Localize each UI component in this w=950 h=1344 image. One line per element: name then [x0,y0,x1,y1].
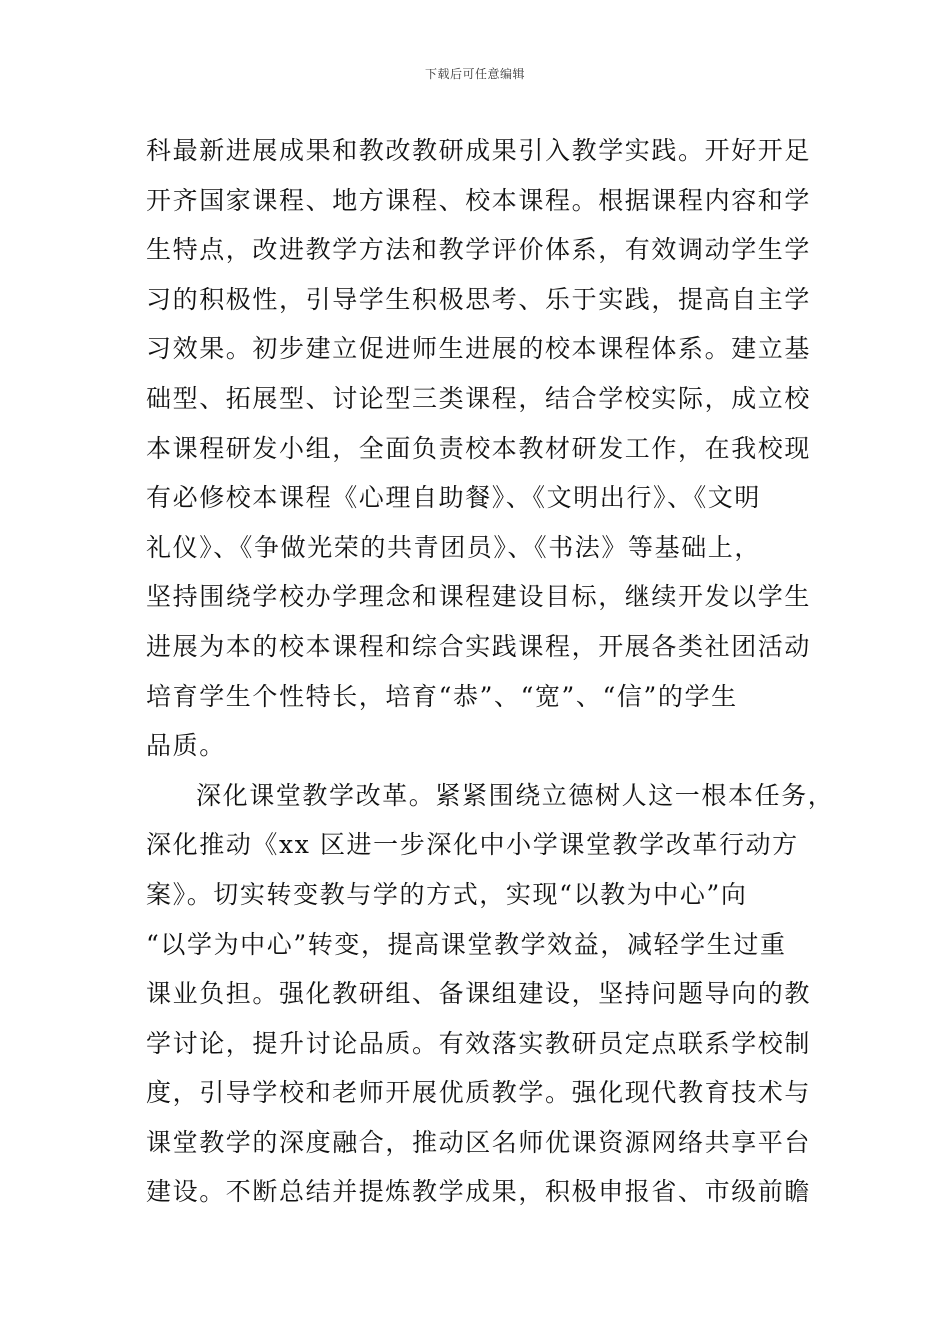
text-line: 度，引导学校和老师开展优质教学。强化现代教育技术与 [146,1078,812,1108]
text-line: 深化推动《xx 区进一步深化中小学课堂教学改革行动方 [146,830,799,860]
text-line: 开齐国家课程、地方课程、校本课程。根据课程内容和学 [146,185,812,215]
text-line: 礼仪》、《争做光荣的共青团员》、《书法》等基础上， [146,532,762,562]
body-text [146,126,835,1217]
text-line: 学讨论，提升讨论品质。有效落实教研员定点联系学校制 [146,1028,812,1058]
page-header: 下载后可任意编辑 [424,67,525,81]
text-line: 习效果。初步建立促进师生进展的校本课程体系。建立基 [146,334,812,364]
text-line: 进展为本的校本课程和综合实践课程，开展各类社团活动 [146,631,812,661]
paragraph-start-line: 深化课堂教学改革。紧紧围绕立德树人这一根本任务， [196,780,835,810]
text-line: 本课程研发小组，全面负责校本教材研发工作，在我校现 [146,433,812,463]
text-line: 础型、拓展型、讨论型三类课程，结合学校实际，成立校 [146,383,812,413]
text-line: 课堂教学的深度融合，推动区名师优课资源网络共享平台 [146,1127,812,1157]
text-line: 建设。不断总结并提炼教学成果，积极申报省、市级前瞻 [146,1177,812,1207]
text-line: 科最新进展成果和教改教研成果引入教学实践。开好开足 [146,136,812,165]
text-line: 品质。 [146,731,226,761]
text-line: 坚持围绕学校办学理念和课程建设目标，继续开发以学生 [146,582,812,612]
text-line: 生特点，改进教学方法和教学评价体系，有效调动学生学 [146,235,812,265]
text-line: 习的积极性，引导学生积极思考、乐于实践，提高自主学 [146,284,812,314]
text-line: 培育学生个性特长，培育“恭”、“宽”、“信”的学生 [146,681,738,711]
text-line: 课业负担。强化教研组、备课组建设，坚持问题导向的教 [146,979,812,1009]
text-line: 案》。切实转变教与学的方式，实现“以教为中心”向 [146,879,748,909]
text-line: 有必修校本课程《心理自助餐》、《文明出行》、《文明 [146,483,762,513]
text-line: “以学为中心”转变，提高课堂教学效益，减轻学生过重 [146,929,787,959]
